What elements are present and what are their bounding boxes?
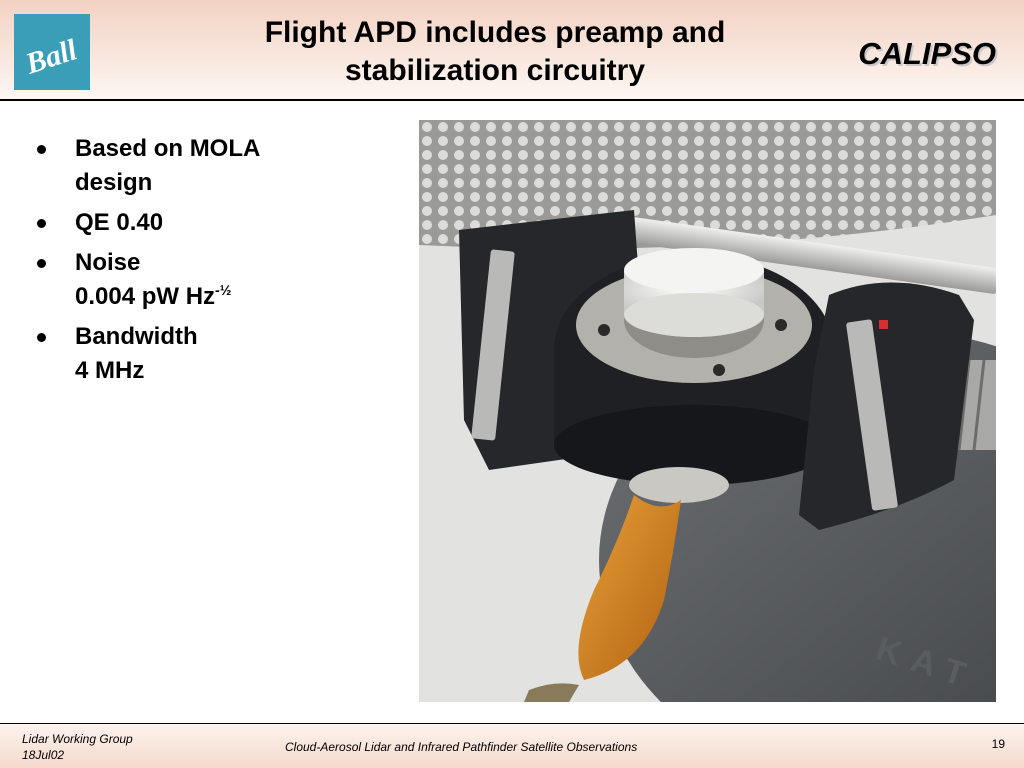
bullet-text: QE 0.40 (75, 209, 164, 236)
page-number: 19 (991, 737, 1005, 751)
red-marker (879, 320, 888, 329)
bullet-superscript: -½ (215, 282, 232, 298)
bullet-text: 4 MHz (75, 357, 145, 384)
bullet-text: Bandwidth (75, 323, 198, 350)
slide-title-line1: Flight APD includes preamp and (264, 16, 726, 49)
base-engraving: KAT (871, 629, 982, 698)
slide-title (200, 14, 790, 90)
slide-footer (0, 724, 1024, 768)
connector-collar (629, 467, 729, 503)
footer-date: 18Jul02 (22, 748, 65, 762)
footer-group: Lidar Working Group (22, 732, 133, 746)
bullet-dot-icon (37, 219, 46, 228)
bullet-text: Noise (75, 249, 141, 276)
bullet-list (34, 132, 384, 394)
bullet-item-qe (34, 206, 384, 240)
footer-left (22, 731, 133, 763)
slide-title-line2: stabilization circuitry (344, 54, 646, 87)
bullet-item-noise (34, 246, 384, 314)
slide-header (0, 0, 1024, 101)
apd-photo (419, 120, 996, 702)
bullet-text: design (75, 169, 153, 196)
logo-wordmark: Ball (21, 33, 82, 81)
bullet-item-bandwidth (34, 320, 384, 388)
bullet-dot-icon (37, 145, 46, 154)
footer-mission: Cloud-Aerosol Lidar and Infrared Pathfinder Satellite Observations (285, 740, 638, 754)
bullet-dot-icon (37, 259, 46, 268)
ball-logo (14, 14, 90, 90)
bullet-text: 0.004 pW Hz (75, 283, 216, 310)
bullet-item-design (34, 132, 384, 200)
bullet-dot-icon (37, 333, 46, 342)
calipso-brand: CALIPSO (858, 36, 996, 71)
bullet-text: Based on MOLA (75, 135, 261, 162)
